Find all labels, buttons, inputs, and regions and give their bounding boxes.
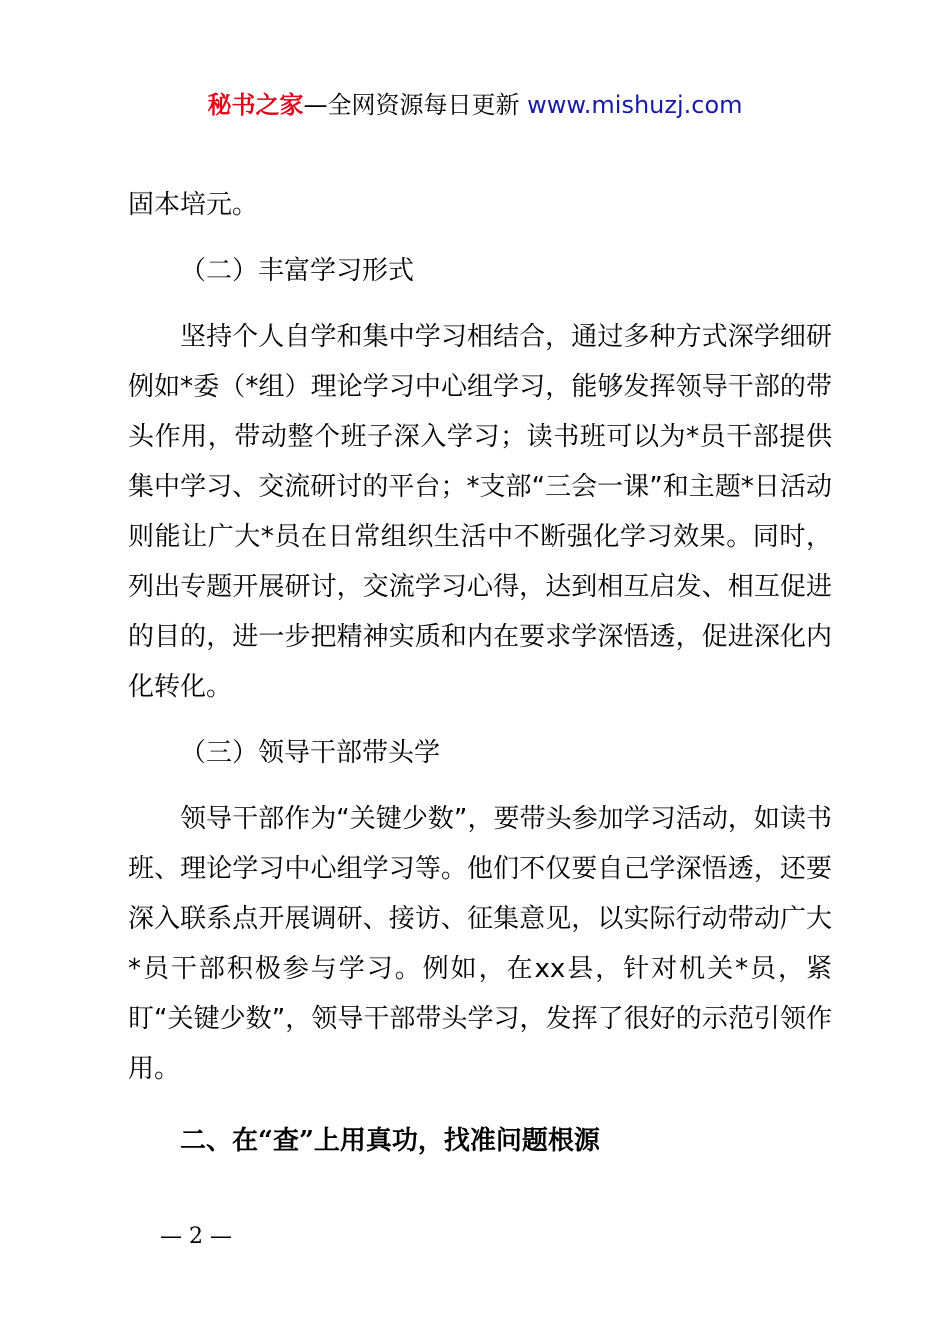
header-tagline: —全网资源每日更新 bbox=[303, 91, 528, 119]
paragraph-leaders-study: 领导干部作为“关键少数”，要带头参加学习活动，如读书班、理论学习中心组学习等。他们不仅要自己学深悟透，还要深入联系点开展调研、接访、征集意见，以实际行动带动广大*员干部积极参与学习。例如，在xx县，针对机关*员，紧盯“关键少数”，领导干部带头学习，发挥了很好的示范引领作用。 bbox=[128, 804, 832, 1084]
page-number: — 2 — bbox=[160, 1224, 232, 1249]
paragraph-study-forms: 坚持个人自学和集中学习相结合，通过多种方式深学细研例如*委（*组）理论学习中心组学习，能够发挥领导干部的带头作用，带动整个班子深入学习；读书班可以为*员干部提供集中学习、交流研讨的平台；*支部“三会一课”和主题*日活动则能让广大*员在日常组织生活中不断强化学习效果。同时，列出专题开展研讨，交流学习心得，达到相互启发、相互促进的目的，进一步把精神实质和内在要求学深悟透，促进深化内化转化。 bbox=[128, 322, 832, 702]
subheading-enrich-study-forms: （二）丰富学习形式 bbox=[180, 256, 415, 286]
site-url-link[interactable]: www.mishuzj.com bbox=[527, 91, 743, 119]
paragraph-continuation: 固本培元。 bbox=[128, 190, 259, 220]
section-heading-investigate: 二、在“查”上用真功，找准问题根源 bbox=[180, 1126, 600, 1156]
brand-name: 秘书之家 bbox=[207, 91, 304, 119]
document-body bbox=[128, 180, 832, 1166]
subheading-leaders-study: （三）领导干部带头学 bbox=[180, 738, 441, 768]
page-header bbox=[0, 88, 950, 122]
